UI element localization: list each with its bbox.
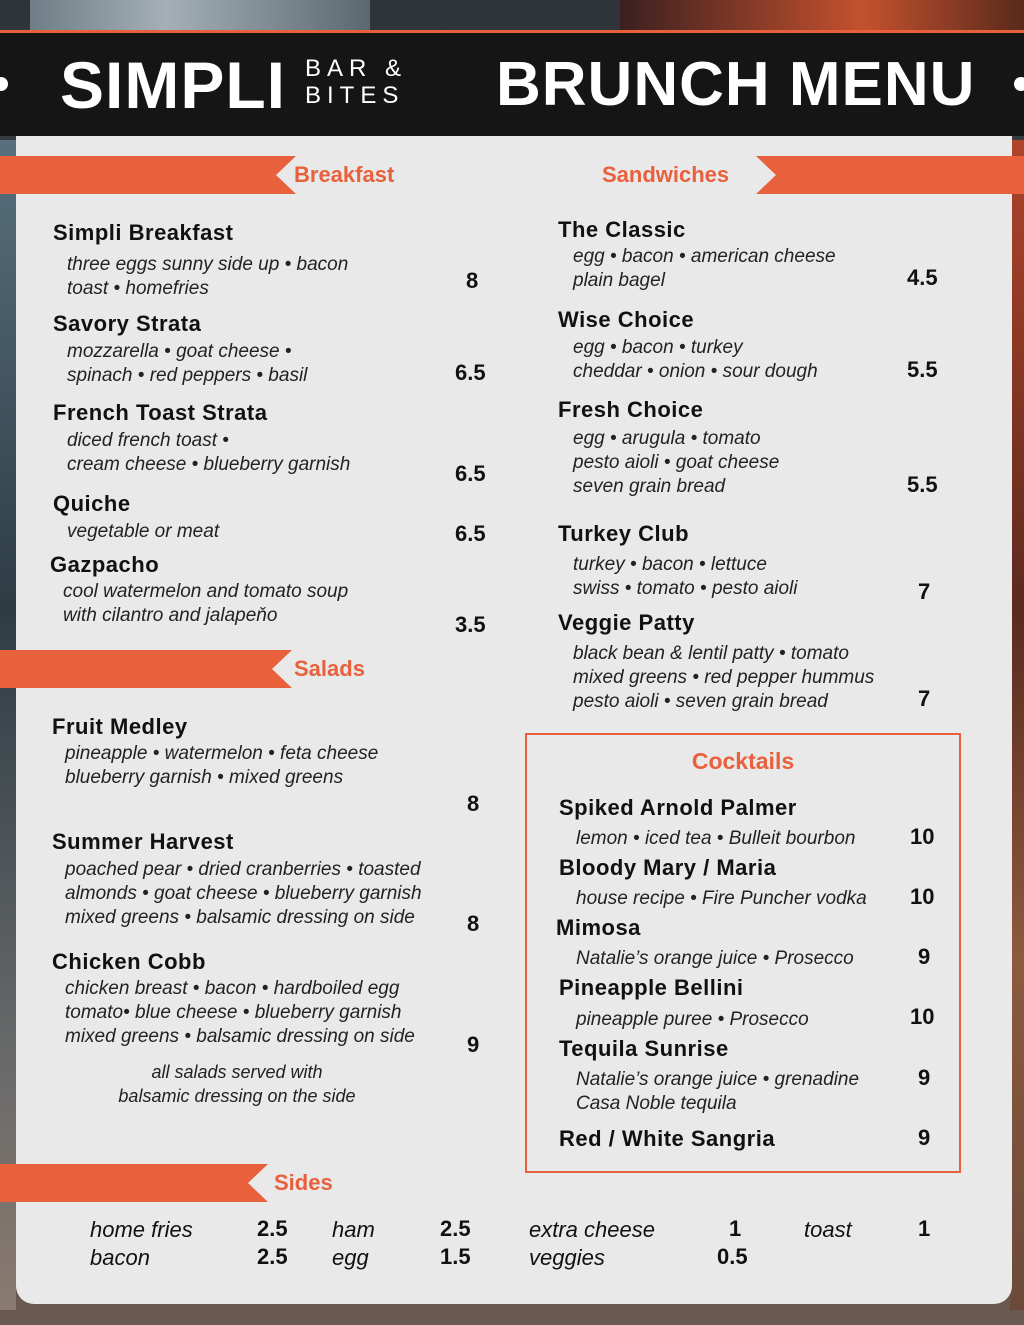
cocktail-item-price: 10 (910, 884, 935, 909)
sandwich-item-desc: cheddar • onion • sour dough (573, 361, 818, 382)
cocktail-item-name: Tequila Sunrise (559, 1036, 729, 1061)
breakfast-item-name: Quiche (53, 491, 131, 516)
sandwich-item-desc: mixed greens • red pepper hummus (573, 667, 875, 688)
side-item-name: egg (332, 1245, 369, 1270)
breakfast-item-price: 6.5 (455, 461, 486, 486)
salad-item-desc: chicken breast • bacon • hardboiled egg (65, 978, 400, 999)
side-item-name: toast (804, 1217, 852, 1242)
cocktail-item-desc: Natalie’s orange juice • Prosecco (576, 948, 854, 969)
section-title-sides: Sides (274, 1170, 333, 1195)
breakfast-item-name: Savory Strata (53, 311, 202, 336)
sandwich-item-desc: pesto aioli • seven grain bread (573, 691, 828, 712)
sandwich-item-price: 4.5 (907, 265, 938, 290)
breakfast-item-price: 6.5 (455, 521, 486, 546)
breakfast-item-name: French Toast Strata (53, 400, 268, 425)
breakfast-item-desc: cream cheese • blueberry garnish (67, 454, 351, 475)
salads-banner (0, 650, 296, 688)
side-item-name: bacon (90, 1245, 150, 1270)
background-left (0, 140, 16, 1310)
cocktail-item-desc: lemon • iced tea • Bulleit bourbon (576, 828, 856, 849)
section-title-cocktails: Cocktails (691, 748, 795, 774)
side-item-name: ham (332, 1217, 375, 1242)
sandwich-item-price: 5.5 (907, 472, 938, 497)
sandwich-item-price: 7 (918, 579, 931, 604)
breakfast-item-name: Gazpacho (50, 552, 160, 577)
breakfast-item-price: 3.5 (455, 612, 486, 637)
cocktail-item-price: 9 (918, 944, 931, 969)
brand-subtitle-line2: BITES (305, 82, 405, 109)
sandwich-item-desc: egg • arugula • tomato (573, 428, 761, 449)
cocktail-item-name: Red / White Sangria (559, 1126, 776, 1151)
salad-item-desc: blueberry garnish • mixed greens (65, 767, 344, 788)
menu-title: BRUNCH MENU (496, 50, 976, 119)
side-item-price: 0.5 (717, 1244, 748, 1269)
salad-item-desc: tomato• blue cheese • blueberry garnish (65, 1002, 402, 1023)
side-item-price: 2.5 (257, 1244, 288, 1269)
side-item-price: 2.5 (257, 1216, 288, 1241)
breakfast-item-price: 8 (466, 268, 479, 293)
salad-item-price: 8 (467, 791, 480, 816)
sandwich-item-price: 5.5 (907, 357, 938, 382)
sandwich-item-name: Turkey Club (558, 521, 690, 546)
breakfast-item-desc: diced french toast • (67, 430, 229, 451)
sandwich-item-desc: black bean & lentil patty • tomato (573, 643, 849, 664)
sandwich-item-desc: egg • bacon • american cheese (573, 246, 836, 267)
salad-item-desc: mixed greens • balsamic dressing on side (65, 907, 415, 928)
sandwich-item-desc: seven grain bread (573, 476, 726, 497)
cocktail-item-price: 9 (918, 1065, 931, 1090)
salad-item-name: Fruit Medley (52, 714, 188, 739)
breakfast-banner (0, 156, 300, 194)
salad-item-desc: pineapple • watermelon • feta cheese (65, 743, 379, 764)
section-title-sandwiches: Sandwiches (602, 162, 730, 187)
cocktail-item-name: Spiked Arnold Palmer (559, 795, 797, 820)
side-item-name: veggies (529, 1245, 605, 1270)
cocktail-item-price: 9 (918, 1125, 931, 1150)
side-item-price: 1 (729, 1216, 742, 1241)
side-item-name: extra cheese (529, 1217, 655, 1242)
background-bar (620, 0, 1024, 32)
sandwich-item-price: 7 (918, 686, 931, 711)
side-item-price: 1 (918, 1216, 931, 1241)
section-title-salads: Salads (294, 656, 365, 681)
brand-subtitle (305, 55, 407, 109)
sandwich-item-desc: swiss • tomato • pesto aioli (573, 578, 798, 599)
background-right (1010, 140, 1024, 1310)
cocktail-item-desc: house recipe • Fire Puncher vodka (576, 888, 867, 909)
sandwich-item-name: The Classic (558, 217, 686, 242)
salads-note: balsamic dressing on the side (118, 1086, 356, 1106)
bullet-left-icon (0, 77, 8, 91)
salad-item-name: Summer Harvest (52, 829, 234, 854)
sandwiches-banner (756, 156, 1024, 194)
salad-item-price: 9 (467, 1032, 480, 1057)
brand-subtitle-line1: BAR & (305, 55, 408, 82)
sandwich-item-name: Fresh Choice (558, 397, 704, 422)
breakfast-item-name: Simpli Breakfast (53, 220, 234, 245)
salad-item-name: Chicken Cobb (52, 949, 206, 974)
sandwich-item-name: Veggie Patty (558, 610, 695, 635)
breakfast-item-price: 6.5 (455, 360, 486, 385)
brand-name: SIMPLI (60, 48, 287, 122)
cocktail-item-price: 10 (910, 1004, 935, 1029)
salads-note: all salads served with (151, 1062, 323, 1082)
sandwich-item-desc: pesto aioli • goat cheese (573, 452, 780, 473)
side-item-name: home fries (90, 1217, 193, 1242)
salad-item-desc: poached pear • dried cranberries • toasted (65, 859, 421, 880)
breakfast-item-desc: three eggs sunny side up • bacon (67, 254, 349, 275)
sides-banner (0, 1164, 272, 1202)
sandwich-item-desc: egg • bacon • turkey (573, 337, 743, 358)
breakfast-item-desc: spinach • red peppers • basil (67, 365, 308, 386)
salad-item-desc: almonds • goat cheese • blueberry garnish (65, 883, 422, 904)
cocktail-item-name: Pineapple Bellini (559, 975, 744, 1000)
sandwich-item-name: Wise Choice (558, 307, 695, 332)
section-title-breakfast: Breakfast (294, 162, 395, 187)
cocktail-item-name: Bloody Mary / Maria (559, 855, 777, 880)
cocktail-item-desc: Natalie’s orange juice • grenadine (576, 1069, 860, 1090)
breakfast-item-desc: vegetable or meat (67, 521, 220, 542)
sandwich-item-desc: turkey • bacon • lettuce (573, 554, 767, 575)
cocktail-item-desc: Casa Noble tequila (576, 1093, 737, 1114)
breakfast-item-desc: mozzarella • goat cheese • (67, 341, 292, 362)
cocktail-item-desc: pineapple puree • Prosecco (576, 1009, 809, 1030)
breakfast-item-desc: toast • homefries (67, 278, 209, 299)
side-item-price: 1.5 (440, 1244, 471, 1269)
salad-item-price: 8 (467, 911, 480, 936)
bullet-right-icon (1014, 77, 1024, 91)
breakfast-item-desc: cool watermelon and tomato soup (63, 581, 349, 602)
background-window (30, 0, 370, 32)
sandwich-item-desc: plain bagel (573, 270, 665, 291)
cocktail-item-name: Mimosa (556, 915, 641, 940)
menu-header (0, 30, 1024, 136)
breakfast-item-desc: with cilantro and jalapeňo (63, 605, 278, 626)
salad-item-desc: mixed greens • balsamic dressing on side (65, 1026, 415, 1047)
cocktail-item-price: 10 (910, 824, 935, 849)
side-item-price: 2.5 (440, 1216, 471, 1241)
